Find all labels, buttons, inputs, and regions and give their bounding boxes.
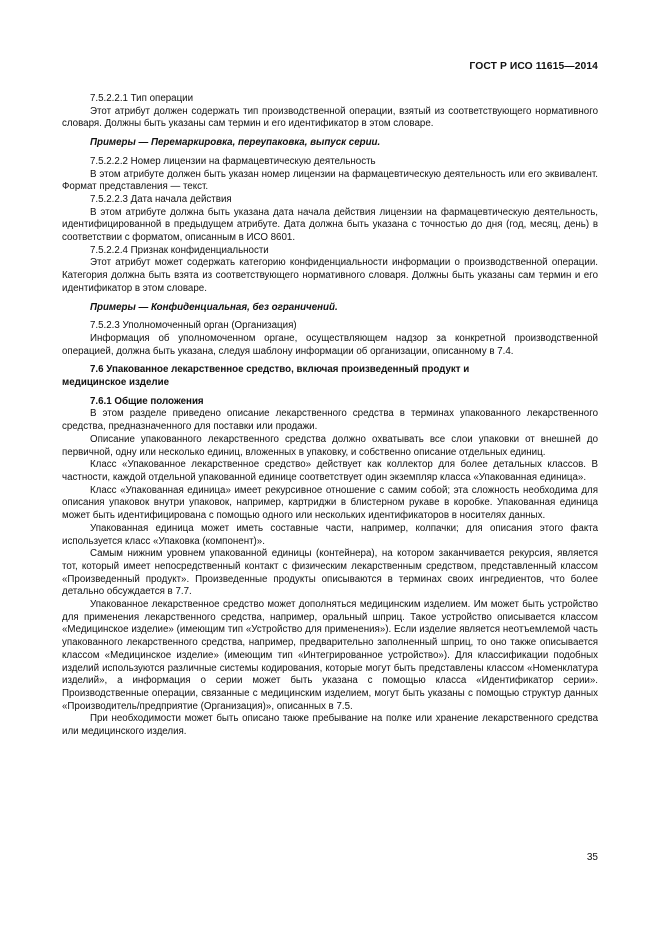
paragraph: В этом разделе приведено описание лекарственного средства в терминах упакованного лекарственного средства, предназначенного для поставки или продажи. [62,408,598,433]
paragraph: Описание упакованного лекарственного средства должно охватывать все слои упаковки от внешней до первичной, одну или несколько единиц, вложенных в упаковку, и собственно описание отдельных единиц. [62,433,598,458]
example-note: Примеры — Перемаркировка, переупаковка, выпуск серии. [90,137,381,149]
paragraph: Этот атрибут может содержать категорию конфиденциальности информации о производственной операции. Категория должна быть взята из соответствующего нормативного словаря. Должны быть указаны сам термин и его идентификатор в этом словаре. [62,257,598,294]
paragraph: Информация об уполномоченном органе, осуществляющем надзор за конкретной производственной операцией, должна быть указана, следуя шаблону информации об организации, описанному в 7.4. [62,332,598,357]
clause-heading: 7.5.2.2.2 Номер лицензии на фармацевтическую деятельность [90,155,376,167]
document-body [62,93,598,739]
clause-heading: 7.5.2.3 Уполномоченный орган (Организация) [90,320,297,332]
section-heading [62,364,598,389]
paragraph: В этом атрибуте должен быть указан номер лицензии на фармацевтическую деятельность или его эквивалент. Формат представления — текст. [62,168,598,193]
paragraph: Класс «Упакованная единица» имеет рекурсивное отношение с самим собой; эта сложность необходима для описания упаковок внутри упаковок, например, картриджи в блистерном рукаве в коробке. Упакованная единица может быть идентифицирована с помощью одного или нескольких идентификаторов в носителях данных. [62,484,598,522]
paragraph: Самым нижним уровнем упакованной единицы (контейнера), на котором заканчивается рекурсия, является тот, который имеет непосредственный контакт с физическим лекарственным средством, представленный классом «Произведенный продукт». Произведенные продукты описываются в терминах своих ингредиентов, что более детально обсуждается в 7.7. [62,548,598,598]
paragraph: Класс «Упакованное лекарственное средство» действует как коллектор для более детальных классов. В частности, каждой отдельной упакованной единице соответствует один экземпляр класса «Упакованная единица». [62,459,598,483]
section-heading-line: 7.6 Упакованное лекарственное средство, включая произведенный продукт и [90,364,470,376]
paragraph: Этот атрибут должен содержать тип производственной операции, взятый из соответствующего нормативного словаря. Должны быть указаны сам термин и его идентификатор в этом словаре. [62,105,598,130]
section-heading-line: медицинское изделие [62,377,170,389]
paragraph: В этом атрибуте должна быть указана дата начала действия лицензии на фармацевтическую деятельность, идентифицированной в предыдущем атрибуте. Дата должна быть указана с точностью до дня (год, месяц, день) в соответствии с форматом, описанным в ИСО 8601. [62,206,598,244]
paragraph: Упакованное лекарственное средство может дополняться медицинским изделием. Им может быть устройство для применения лекарственного средства, например, оральный шприц. Такое устройство описывается классом «Медицинское изделие» (имеющим тип «Устройство для применения»). Если изделие является неотъемлемой часть упакованного лекарственного средства, например, предварительно заполненный шприц, то оно также описывается классом «Медицинское изделие» (имеющим тип «Интегрированное устройство»). Для классификации подобных изделий используются различные системы кодирования, которые могут быть представлены классом «Номенклатура изделий», а информация о серии может быть указана с помощью класса «Идентификатор серии». Производственные операции, связанные с медицинским изделием, могут быть указаны с помощью структур данных «Производитель/предприятие (Организация)», описанных в 7.5. [62,599,598,712]
example-note: Примеры — Конфиденциальная, без ограничений. [90,301,338,313]
document-header: ГОСТ Р ИСО 11615—2014 [469,61,598,72]
clause-heading: 7.5.2.2.4 Признак конфиденциальности [90,244,269,256]
paragraph: При необходимости может быть описано также пребывание на полке или хранение лекарственного средства или медицинского изделия. [62,713,598,738]
subsection-heading: 7.6.1 Общие положения [90,395,204,407]
clause-heading: 7.5.2.2.3 Дата начала действия [90,193,232,205]
clause-heading: 7.5.2.2.1 Тип операции [90,93,194,104]
paragraph: Упакованная единица может иметь составные части, например, колпачки; для описания этого факта используется класс «Упаковка (компонент)». [62,522,598,547]
page-number: 35 [586,852,598,863]
